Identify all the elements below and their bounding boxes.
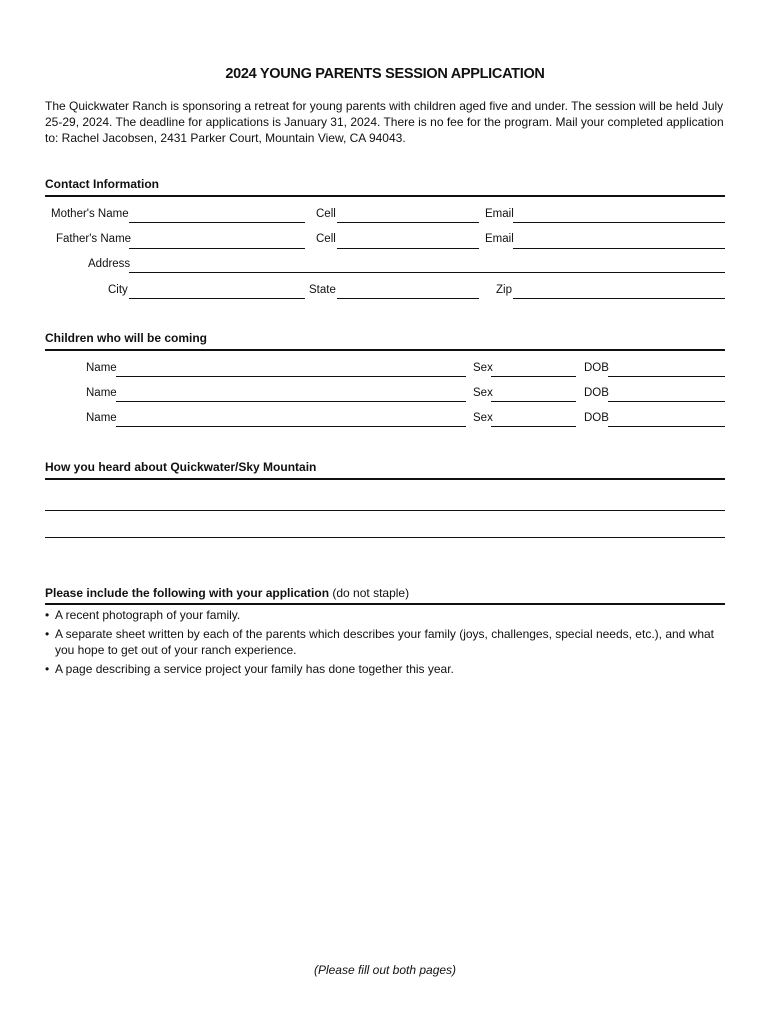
father-cell-field[interactable] bbox=[337, 248, 479, 249]
state-label: State bbox=[309, 284, 336, 296]
contact-divider bbox=[45, 195, 725, 197]
child-1-sex-field[interactable] bbox=[491, 376, 576, 377]
include-note: (do not staple) bbox=[329, 586, 410, 600]
child-2-dob-field[interactable] bbox=[608, 401, 725, 402]
child-1-sex-label: Sex bbox=[473, 362, 493, 374]
mother-email-label: Email bbox=[485, 208, 514, 220]
include-heading bbox=[45, 586, 409, 600]
list-item bbox=[45, 626, 730, 658]
child-2-sex-label: Sex bbox=[473, 387, 493, 399]
heard-line-2[interactable] bbox=[45, 537, 725, 538]
heard-heading: How you heard about Quickwater/Sky Mountain bbox=[45, 460, 317, 474]
child-1-dob-label: DOB bbox=[584, 362, 609, 374]
child-3-sex-label: Sex bbox=[473, 412, 493, 424]
father-cell-label: Cell bbox=[316, 233, 336, 245]
child-3-dob-field[interactable] bbox=[608, 426, 725, 427]
child-2-sex-field[interactable] bbox=[491, 401, 576, 402]
list-item bbox=[45, 661, 730, 677]
list-item-text: A separate sheet written by each of the parents which describes your family (joys, challenges, special needs, etc.), and what you hope to get out of your ranch experience. bbox=[55, 627, 715, 657]
child-3-sex-field[interactable] bbox=[491, 426, 576, 427]
mother-cell-field[interactable] bbox=[337, 222, 479, 223]
state-field[interactable] bbox=[337, 298, 479, 299]
child-2-name-label: Name bbox=[86, 387, 117, 399]
child-1-dob-field[interactable] bbox=[608, 376, 725, 377]
children-heading: Children who will be coming bbox=[45, 331, 208, 345]
address-field[interactable] bbox=[129, 272, 725, 273]
page-title: 2024 YOUNG PARENTS SESSION APPLICATION bbox=[225, 66, 545, 82]
mother-name-label: Mother's Name bbox=[51, 208, 129, 220]
child-1-name-field[interactable] bbox=[116, 376, 466, 377]
father-email-field[interactable] bbox=[513, 248, 725, 249]
city-label: City bbox=[108, 284, 128, 296]
city-field[interactable] bbox=[129, 298, 305, 299]
intro-paragraph: The Quickwater Ranch is sponsoring a retreat for young parents with children aged five and under. The session will be held July 25-29, 2024. The deadline for applications is January 31, 2024. There is no fee for the program. Mail your completed application to: Rachel Jacobsen, 2431 Parker Court, Mountain View, CA 94043. bbox=[45, 99, 724, 145]
include-divider bbox=[45, 603, 725, 605]
mother-email-field[interactable] bbox=[513, 222, 725, 223]
mother-name-field[interactable] bbox=[129, 222, 305, 223]
zip-label: Zip bbox=[496, 284, 512, 296]
heard-divider bbox=[45, 478, 725, 480]
father-name-field[interactable] bbox=[129, 248, 305, 249]
heard-line-1[interactable] bbox=[45, 510, 725, 511]
contact-heading: Contact Information bbox=[45, 177, 159, 191]
father-email-label: Email bbox=[485, 233, 514, 245]
child-3-name-field[interactable] bbox=[116, 426, 466, 427]
address-label: Address bbox=[88, 258, 131, 270]
list-item-text: A recent photograph of your family. bbox=[55, 608, 241, 622]
zip-field[interactable] bbox=[513, 298, 725, 299]
child-2-dob-label: DOB bbox=[584, 387, 609, 399]
father-name-label: Father's Name bbox=[56, 233, 132, 245]
list-item bbox=[45, 607, 730, 623]
child-2-name-field[interactable] bbox=[116, 401, 466, 402]
bullet-icon: • bbox=[45, 608, 50, 622]
mother-cell-label: Cell bbox=[316, 208, 336, 220]
list-item-text: A page describing a service project your family has done together this year. bbox=[55, 662, 454, 676]
footer-note: (Please fill out both pages) bbox=[313, 963, 457, 977]
bullet-icon: • bbox=[45, 662, 50, 676]
child-1-name-label: Name bbox=[86, 362, 117, 374]
bullet-icon: • bbox=[45, 627, 50, 641]
children-divider bbox=[45, 349, 725, 351]
child-3-dob-label: DOB bbox=[584, 412, 609, 424]
child-3-name-label: Name bbox=[86, 412, 117, 424]
include-heading-text: Please include the following with your application bbox=[45, 586, 330, 600]
